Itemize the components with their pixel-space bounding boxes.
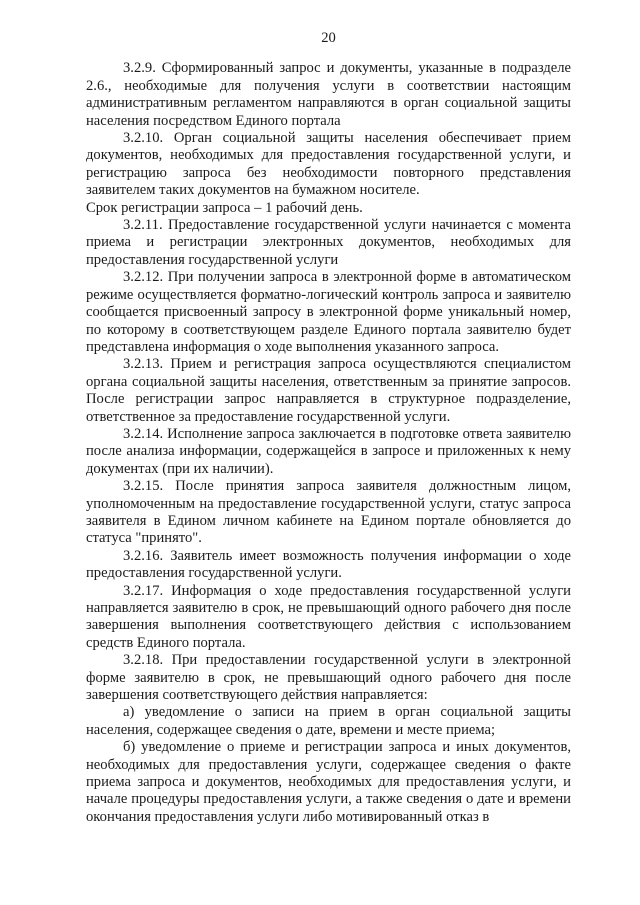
paragraph-3-2-16: 3.2.16. Заявитель имеет возможность получения информации о ходе предоставления государственной услуги.: [86, 547, 571, 582]
paragraph-3-2-18: 3.2.18. При предоставлении государственной услуги в электронной форме заявителю в срок, не превышающий одного рабочего дня после завершения соответствующего действия направляется:: [86, 652, 571, 704]
paragraph-3-2-10: 3.2.10. Орган социальной защиты населения обеспечивает прием документов, необходимых для предоставления государственной услуги, и регистрацию запроса без необходимости повторного представления заявителем таких документов на бумажном носителе.: [86, 130, 571, 199]
paragraph-3-2-15: 3.2.15. После принятия запроса заявителя должностным лицом, уполномоченным на предоставление государственной услуги, статус запроса заявителя в Едином личном кабинете на Едином портале обновляется до статуса "принято".: [86, 478, 571, 547]
paragraph-3-2-11: 3.2.11. Предоставление государственной услуги начинается с момента приема и регистрации электронных документов, необходимых для предоставления государственной услуги: [86, 217, 571, 268]
paragraph-3-2-9: 3.2.9. Сформированный запрос и документы, указанные в подразделе 2.6., необходимые для получения услуги в соответствии настоящим административным регламентом направляются в орган социальной защиты населения посредством Единого портала: [86, 60, 571, 129]
paragraph-3-2-12: 3.2.12. При получении запроса в электронной форме в автоматическом режиме осуществляется форматно-логический контроль запроса и заявителю сообщается присвоенный запросу в электронной форме уникальный номер, по которому в соответствующем разделе Единого портала заявителю будет представлена информация о ходе выполнения указанного запроса.: [86, 269, 571, 355]
paragraph-3-2-14: 3.2.14. Исполнение запроса заключается в подготовке ответа заявителю после анализа информации, содержащейся в запросе и приложенных к нему документах (при их наличии).: [86, 425, 571, 477]
list-item-a: а) уведомление о записи на прием в орган социальной защиты населения, содержащее сведения о дате, времени и месте приема;: [86, 704, 571, 738]
document-page: [86, 30, 571, 826]
paragraph-3-2-17: 3.2.17. Информация о ходе предоставления государственной услуги направляется заявителю в срок, не превышающий одного рабочего дня после завершения выполнения соответствующего действия с использованием средств Единого портала.: [86, 582, 571, 651]
paragraph-registration-term: Срок регистрации запроса – 1 рабочий день.: [86, 199, 363, 216]
list-item-b: б) уведомление о приеме и регистрации запроса и иных документов, необходимых для предоставления услуги, содержащее сведения о факте приема запроса и документов, необходимых для предоставления услуги, и начале процедуры предоставления услуги, а также сведения о дате и времени окончания предоставления услуги либо мотивированный отказ в: [86, 739, 571, 825]
page-number: 20: [321, 30, 336, 46]
paragraph-3-2-13: 3.2.13. Прием и регистрация запроса осуществляются специалистом органа социальной защиты населения, ответственным за принятие запросов. После регистрации запрос направляется в структурное подразделение, ответственное за предоставление государственной услуги.: [86, 356, 571, 425]
